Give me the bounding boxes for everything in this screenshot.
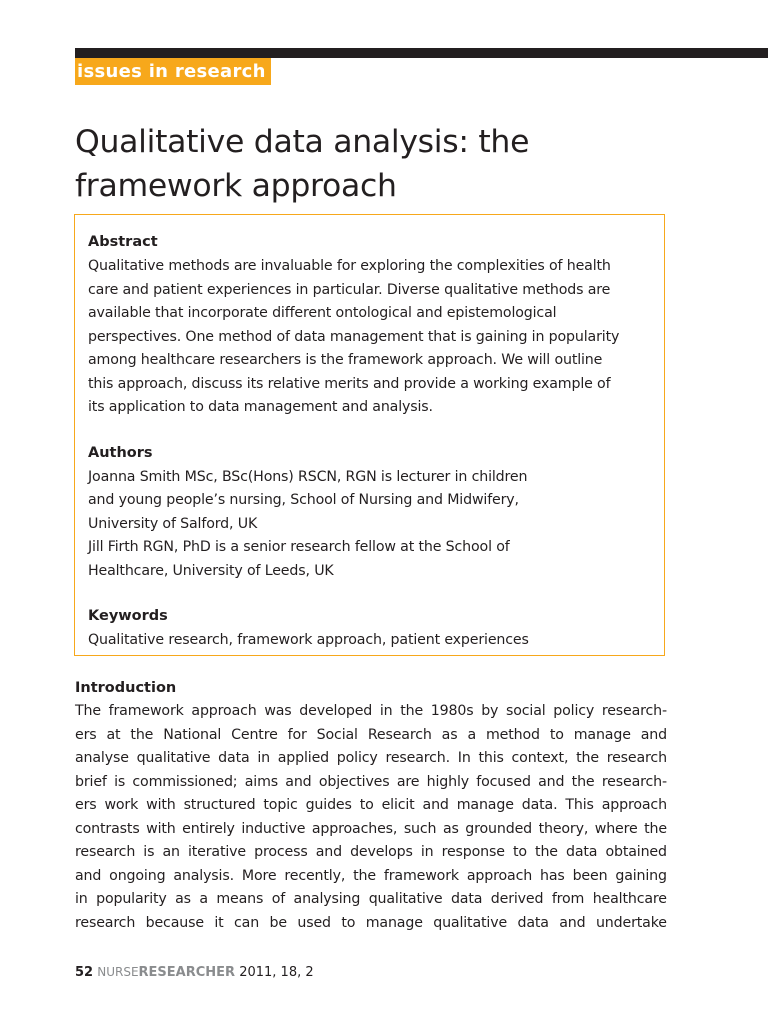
abstract-line: Qualitative methods are invaluable for exploring the complexities of health	[88, 258, 611, 274]
authors-line: Jill Firth RGN, PhD is a senior research fellow at the School of	[88, 539, 510, 555]
abstract-line: perspectives. One method of data management that is gaining in popularity	[88, 328, 620, 345]
authors-text	[88, 466, 652, 584]
abstract-line: care and patient experiences in particular. Diverse qualitative methods are	[88, 281, 611, 298]
body-line: ers work with structured topic guides to elicit and manage data. This approach	[75, 797, 667, 813]
page-footer	[75, 963, 314, 982]
abstract-box	[74, 214, 665, 656]
authors-line: and young people’s nursing, School of Nursing and Midwifery,	[88, 492, 519, 508]
spacer	[88, 583, 652, 605]
spacer	[88, 420, 652, 442]
keywords-text	[88, 629, 652, 653]
body-line: research is an iterative process and develops in response to the data obtained	[75, 844, 667, 860]
body-line: in popularity as a means of analysing qualitative data derived from healthcare	[75, 891, 667, 907]
body-line: analyse qualitative data in applied policy research. In this context, the research	[75, 750, 667, 766]
body-line: brief is commissioned; aims and objectives are highly focused and the research-	[75, 773, 667, 790]
body-line: contrasts with entirely inductive approaches, such as grounded theory, where the	[75, 820, 667, 837]
abstract-text	[88, 255, 652, 420]
abstract-heading: Abstract	[88, 234, 158, 250]
title-line-2: framework approach	[75, 168, 397, 204]
introduction-text	[75, 700, 667, 935]
abstract-line: among healthcare researchers is the framework approach. We will outline	[88, 352, 603, 368]
abstract-line: available that incorporate different ontological and epistemological	[88, 305, 557, 321]
authors-line: Joanna Smith MSc, BSc(Hons) RSCN, RGN is lecturer in children	[88, 468, 528, 485]
journal-prefix: NURSE	[97, 965, 139, 979]
keywords-line: Qualitative research, framework approach, patient experiences	[88, 632, 529, 648]
citation: 2011, 18, 2	[239, 965, 314, 980]
introduction-heading: Introduction	[75, 680, 177, 696]
abstract-line: this approach, discuss its relative merits and provide a working example of	[88, 375, 611, 392]
header-rule	[75, 48, 768, 58]
authors-line: Healthcare, University of Leeds, UK	[88, 562, 334, 579]
article-title	[75, 120, 675, 208]
journal-name: RESEARCHER	[138, 965, 236, 980]
keywords-heading: Keywords	[88, 608, 168, 624]
section-tag: issues in research	[75, 58, 271, 85]
abstract-line: its application to data management and analysis.	[88, 399, 433, 415]
body-line: research because it can be used to manage qualitative data and undertake	[75, 914, 667, 931]
body-line: The framework approach was developed in the 1980s by social policy research-	[75, 703, 667, 719]
body-line: ers at the National Centre for Social Research as a method to manage and	[75, 726, 667, 743]
authors-line: University of Salford, UK	[88, 515, 258, 532]
page-number: 52	[75, 965, 94, 980]
authors-heading: Authors	[88, 444, 153, 461]
body-line: and ongoing analysis. More recently, the framework approach has been gaining	[75, 867, 667, 884]
title-line-1: Qualitative data analysis: the	[75, 124, 530, 160]
